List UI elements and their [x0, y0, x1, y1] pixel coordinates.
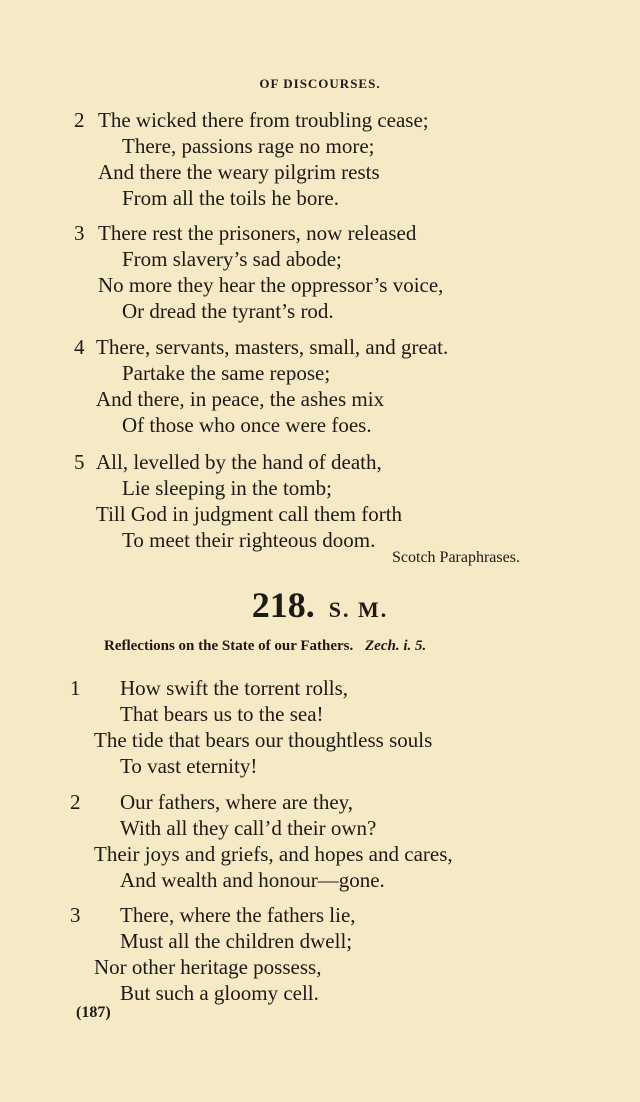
verse-line: Our fathers, where are they, — [120, 790, 354, 814]
verse-line: Partake the same repose; — [122, 361, 331, 385]
stanza-number: 3 — [74, 221, 85, 245]
attribution: Scotch Paraphrases. — [392, 549, 520, 566]
verse-line: But such a gloomy cell. — [120, 981, 319, 1005]
verse-line: There, where the fathers lie, — [120, 903, 356, 927]
verse-line: The tide that bears our thoughtless souls — [94, 728, 433, 752]
stanza-number: 5 — [74, 450, 85, 474]
verse-line: And there the weary pilgrim rests — [98, 160, 380, 184]
verse-line: How swift the torrent rolls, — [120, 676, 349, 700]
stanza-number: 2 — [70, 790, 81, 814]
stanza-number: 1 — [70, 676, 81, 700]
verse-line: Or dread the tyrant’s rod. — [122, 299, 334, 323]
stanza-number: 4 — [74, 335, 85, 359]
hymn-meter: S. M. — [328, 597, 389, 622]
verse-line: Till God in judgment call them forth — [96, 502, 403, 526]
verse-line: From slavery’s sad abode; — [122, 247, 342, 271]
page-number: (187) — [76, 1004, 111, 1021]
verse-line: Lie sleeping in the tomb; — [122, 476, 332, 500]
verse-line: There, passions rage no more; — [122, 134, 375, 158]
verse-line: And there, in peace, the ashes mix — [96, 387, 385, 411]
verse-line: To vast eternity! — [120, 754, 258, 778]
verse-line: And wealth and honour—gone. — [120, 868, 385, 892]
verse-line: Nor other heritage possess, — [94, 955, 322, 979]
verse-line: To meet their righteous doom. — [122, 528, 376, 552]
verse-line: There rest the prisoners, now released — [98, 221, 417, 245]
verse-line: There, servants, masters, small, and great. — [96, 335, 449, 359]
verse-line: No more they hear the oppressor’s voice, — [98, 273, 444, 297]
verse-line: With all they call’d their own? — [120, 816, 377, 840]
verse-line: Must all the children dwell; — [120, 929, 353, 953]
verse-line: From all the toils he bore. — [122, 186, 339, 210]
verse-line: Of those who once were foes. — [122, 413, 372, 437]
verse-line: Their joys and griefs, and hopes and cares, — [94, 842, 453, 866]
hymn-subtitle — [104, 638, 426, 655]
stanza-number: 3 — [70, 903, 81, 927]
verse-line: All, levelled by the hand of death, — [96, 450, 382, 474]
stanza-number: 2 — [74, 108, 85, 132]
verse-line: That bears us to the sea! — [120, 702, 324, 726]
running-head: OF DISCOURSES. — [259, 76, 381, 91]
hymn-heading — [0, 584, 640, 626]
hymn-number: 218. — [251, 585, 315, 625]
subtitle-text: Reflections on the State of our Fathers. — [104, 638, 354, 654]
verse-line: The wicked there from troubling cease; — [98, 108, 429, 132]
scripture-reference: Zech. i. 5. — [365, 638, 427, 654]
